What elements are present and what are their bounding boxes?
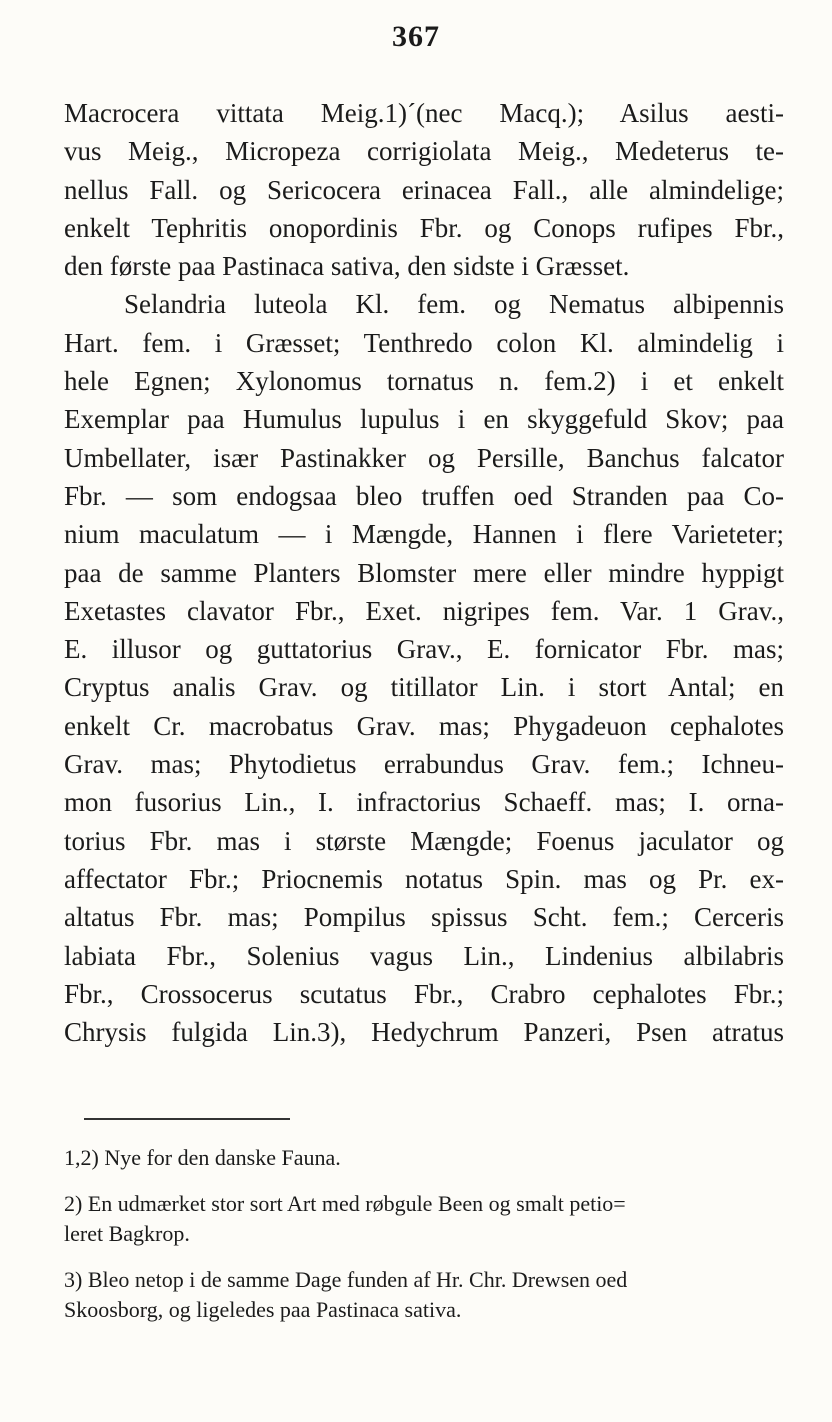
text-line: Umbellater, især Pastinakker og Persille, Banchus falcator [64, 442, 784, 473]
text-line: Fbr. — som endogsaa bleo truffen oed Stranden paa Co- [64, 480, 784, 511]
body-text [64, 94, 784, 1051]
text-line: Cryptus analis Grav. og titillator Lin. i stort Antal; en [64, 672, 784, 703]
text-line: torius Fbr. mas i største Mængde; Foenus jaculator og [64, 825, 784, 856]
footnote-2-line: leret Bagkrop. [64, 1221, 190, 1246]
text-line: Macrocera vittata Meig.1)´(nec Macq.); Asilus aesti- [64, 98, 784, 128]
text-line: Grav. mas; Phytodietus errabundus Grav. fem.; Ichneu- [64, 749, 784, 780]
text-line: labiata Fbr., Solenius vagus Lin., Lindenius albilabris [64, 940, 784, 971]
text-line: paa de samme Planters Blomster mere eller mindre hyppigt [64, 557, 784, 588]
text-line: den første paa Pastinaca sativa, den sidste i Græsset. [64, 251, 630, 282]
text-line: Exetastes clavator Fbr., Exet. nigripes fem. Var. 1 Grav., [64, 595, 784, 626]
footnote-3-line: Skoosborg, og ligeledes paa Pastinaca sativa. [64, 1297, 462, 1322]
text-line: vus Meig., Micropeza corrigiolata Meig., Medeterus te- [64, 136, 784, 167]
text-line: altatus Fbr. mas; Pompilus spissus Scht. fem.; Cerceris [64, 902, 784, 933]
footnote-2-line: 2) En udmærket stor sort Art med røbgule Been og smalt petio= [64, 1191, 626, 1216]
text-line: hele Egnen; Xylonomus tornatus n. fem.2) i et enkelt [64, 366, 784, 397]
page-number: 367 [392, 20, 440, 53]
footnotes [64, 1143, 784, 1325]
footnote-divider [84, 1118, 290, 1120]
text-line: Selandria luteola Kl. fem. og Nematus albipennis [124, 289, 784, 320]
text-line: mon fusorius Lin., I. infractorius Schaeff. mas; I. orna- [64, 787, 784, 818]
text-line: nellus Fall. og Sericocera erinacea Fall., alle almindelige; [64, 174, 784, 205]
text-line: E. illusor og guttatorius Grav., E. fornicator Fbr. mas; [64, 634, 784, 665]
text-line: enkelt Cr. macrobatus Grav. mas; Phygadeuon cephalotes [64, 710, 784, 741]
text-line: Fbr., Crossocerus scutatus Fbr., Crabro cephalotes Fbr.; [64, 978, 784, 1009]
text-line: affectator Fbr.; Priocnemis notatus Spin. mas og Pr. ex- [64, 863, 784, 894]
footnote-3-line: 3) Bleo netop i de samme Dage funden af Hr. Chr. Drewsen oed [64, 1267, 628, 1292]
text-line: enkelt Tephritis onopordinis Fbr. og Conops rufipes Fbr., [64, 212, 784, 243]
text-line: Exemplar paa Humulus lupulus i en skyggefuld Skov; paa [64, 404, 784, 435]
footnote-1-line: 1,2) Nye for den danske Fauna. [64, 1145, 341, 1170]
text-line: Hart. fem. i Græsset; Tenthredo colon Kl. almindelig i [64, 327, 784, 358]
text-line: nium maculatum — i Mængde, Hannen i flere Varieteter; [64, 519, 784, 550]
text-line: Chrysis fulgida Lin.3), Hedychrum Panzeri, Psen atratus [64, 1017, 784, 1048]
